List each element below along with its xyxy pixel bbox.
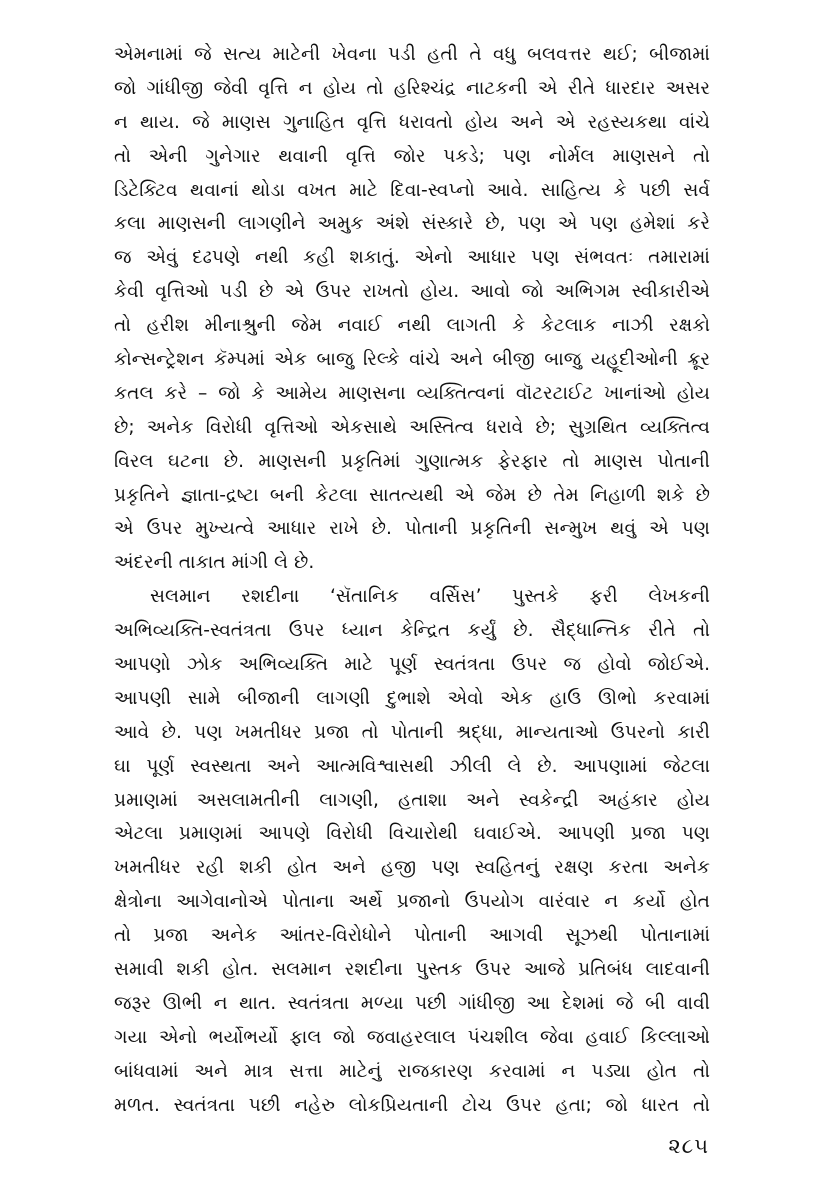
text-line: ડિટેક્ટિવ થવાનાં થોડા વખત માટે દિવા-સ્વપ્નો આવે. સાહિત્ય કે પછી સર્વ — [114, 179, 710, 201]
text-line: કેવી વૃત્તિઓ પડી છે એ ઉપર રાખતો હોય. આવો જો અભિગમ સ્વીકારીએ — [114, 281, 710, 303]
text-line: તો પ્રજા અનેક આંતર-વિરોધોને પોતાની આગવી સૂઝથી પોતાનામાં — [114, 925, 710, 947]
text-line: ગયા એનો ભર્યોભર્યો ફાલ જો જવાહરલાલ પંચશીલ જેવા હવાઈ કિલ્લાઓ — [114, 1026, 710, 1048]
text-line: ક્ષેત્રોના આગેવાનોએ પોતાના અર્થે પ્રજાનો ઉપયોગ વારંવાર ન કર્યો હોત — [114, 891, 710, 913]
text-line: જ એવું દઢપણે નથી કહી શકાતું. એનો આધાર પણ સંભવતઃ તમારામાં — [114, 247, 710, 269]
paragraph-2 — [114, 580, 710, 1122]
text-line: તો હરીશ મીનાશ્રુની જેમ નવાઈ નથી લાગતી કે કેટલાક નાઝી રક્ષકો — [114, 315, 710, 337]
text-line: અભિવ્યક્તિ-સ્વતંત્રતા ઉપર ધ્યાન કેન્દ્રિત કર્યું છે. સૈદ્ધાન્તિક રીતે તો — [114, 620, 710, 642]
text-line: આવે છે. પણ ખમતીધર પ્રજા તો પોતાની શ્રદ્ધા, માન્યતાઓ ઉપરનો કારી — [114, 721, 710, 743]
text-line: ન થાય. જે માણસ ગુનાહિત વૃત્તિ ધરાવતો હોય અને એ રહસ્યકથા વાંચે — [114, 111, 710, 133]
text-line: મળત. સ્વતંત્રતા પછી નહેરુ લોકપ્રિયતાની ટોચ ઉપર હતા; જો ધારત તો — [114, 1094, 710, 1116]
text-line: જરૂર ઊભી ન થાત. સ્વતંત્રતા મળ્યા પછી ગાંધીજી આ દેશમાં જે બી વાવી — [114, 992, 710, 1014]
text-line: આપણો ઝોક અભિવ્યક્તિ માટે પૂર્ણ સ્વતંત્રતા ઉપર જ હોવો જોઈએ. — [114, 654, 710, 676]
text-line: સમાવી શકી હોત. સલમાન રશદીના પુસ્તક ઉપર આજે પ્રતિબંધ લાદવાની — [114, 959, 710, 981]
text-line: અંદરની તાકાત માંગી લે છે. — [114, 552, 315, 574]
text-line: આપણી સામે બીજાની લાગણી દુભાશે એવો એક હાઉ ઊભો કરવામાં — [114, 687, 710, 709]
text-line: કલા માણસની લાગણીને અમુક અંશે સંસ્કારે છે, પણ એ પણ હમેશાં કરે — [114, 213, 710, 235]
text-line: ખમતીધર રહી શકી હોત અને હજી પણ સ્વહિતનું રક્ષણ કરતા અનેક — [114, 857, 710, 879]
text-line: વિરલ ઘટના છે. માણસની પ્રકૃતિમાં ગુણાત્મક ફેરફાર તો માણસ પોતાની — [114, 450, 710, 472]
text-line: તો એની ગુનેગાર થવાની વૃત્તિ જોર પકડે; પણ નોર્મલ માણસને તો — [114, 145, 710, 167]
text-line: એમનામાં જે સત્ય માટેની ખેવના પડી હતી તે વધુ બલવત્તર થઈ; બીજામાં — [114, 44, 710, 65]
text-line: એટલા પ્રમાણમાં આપણે વિરોધી વિચારોથી ઘવાઈએ. આપણી પ્રજા પણ — [114, 823, 710, 845]
text-line: કોન્સન્ટ્રેશન કૅમ્પમાં એક બાજુ રિલ્કે વાંચે અને બીજી બાજુ યહૂદીઓની ક્રૂર — [114, 349, 710, 371]
text-line: પ્રકૃતિને જ્ઞાતા-દ્રષ્ટા બની કેટલા સાતત્યથી એ જેમ છે તેમ નિહાળી શકે છે — [114, 484, 710, 506]
text-line: બાંધવામાં અને માત્ર સત્તા માટેનું રાજકારણ કરવામાં ન પડ્યા હોત તો — [114, 1060, 710, 1082]
text-line: પ્રમાણમાં અસલામતીની લાગણી, હતાશા અને સ્વકેન્દ્રી અહંકાર હોય — [114, 789, 710, 811]
page-number: ૨૮૫ — [668, 1134, 709, 1158]
body-text — [114, 38, 710, 1123]
text-line: એ ઉપર મુખ્યત્વે આધાર રાખે છે. પોતાની પ્રકૃતિની સન્મુખ થવું એ પણ — [114, 518, 710, 540]
text-line: કતલ કરે – જો કે આમેય માણસના વ્યક્તિત્વનાં વૉટરટાઈટ ખાનાંઓ હોય — [114, 382, 710, 404]
text-line: જો ગાંધીજી જેવી વૃત્તિ ન હોય તો હરિશ્ચંદ્ર નાટકની એ રીતે ધારદાર અસર — [114, 77, 710, 99]
text-line: સલમાન રશદીના ‘સૅતાનિક વર્સિસ’ પુસ્તકે ફરી લેખકની — [150, 586, 710, 608]
text-line: છે; અનેક વિરોધી વૃત્તિઓ એકસાથે અસ્તિત્વ ધરાવે છે; સુગ્રથિત વ્યક્તિત્વ — [114, 416, 710, 438]
text-line: ઘા પૂર્ણ સ્વસ્થતા અને આત્મવિશ્વાસથી ઝીલી લે છે. આપણામાં જેટલા — [114, 755, 710, 777]
paragraph-1 — [114, 38, 710, 580]
